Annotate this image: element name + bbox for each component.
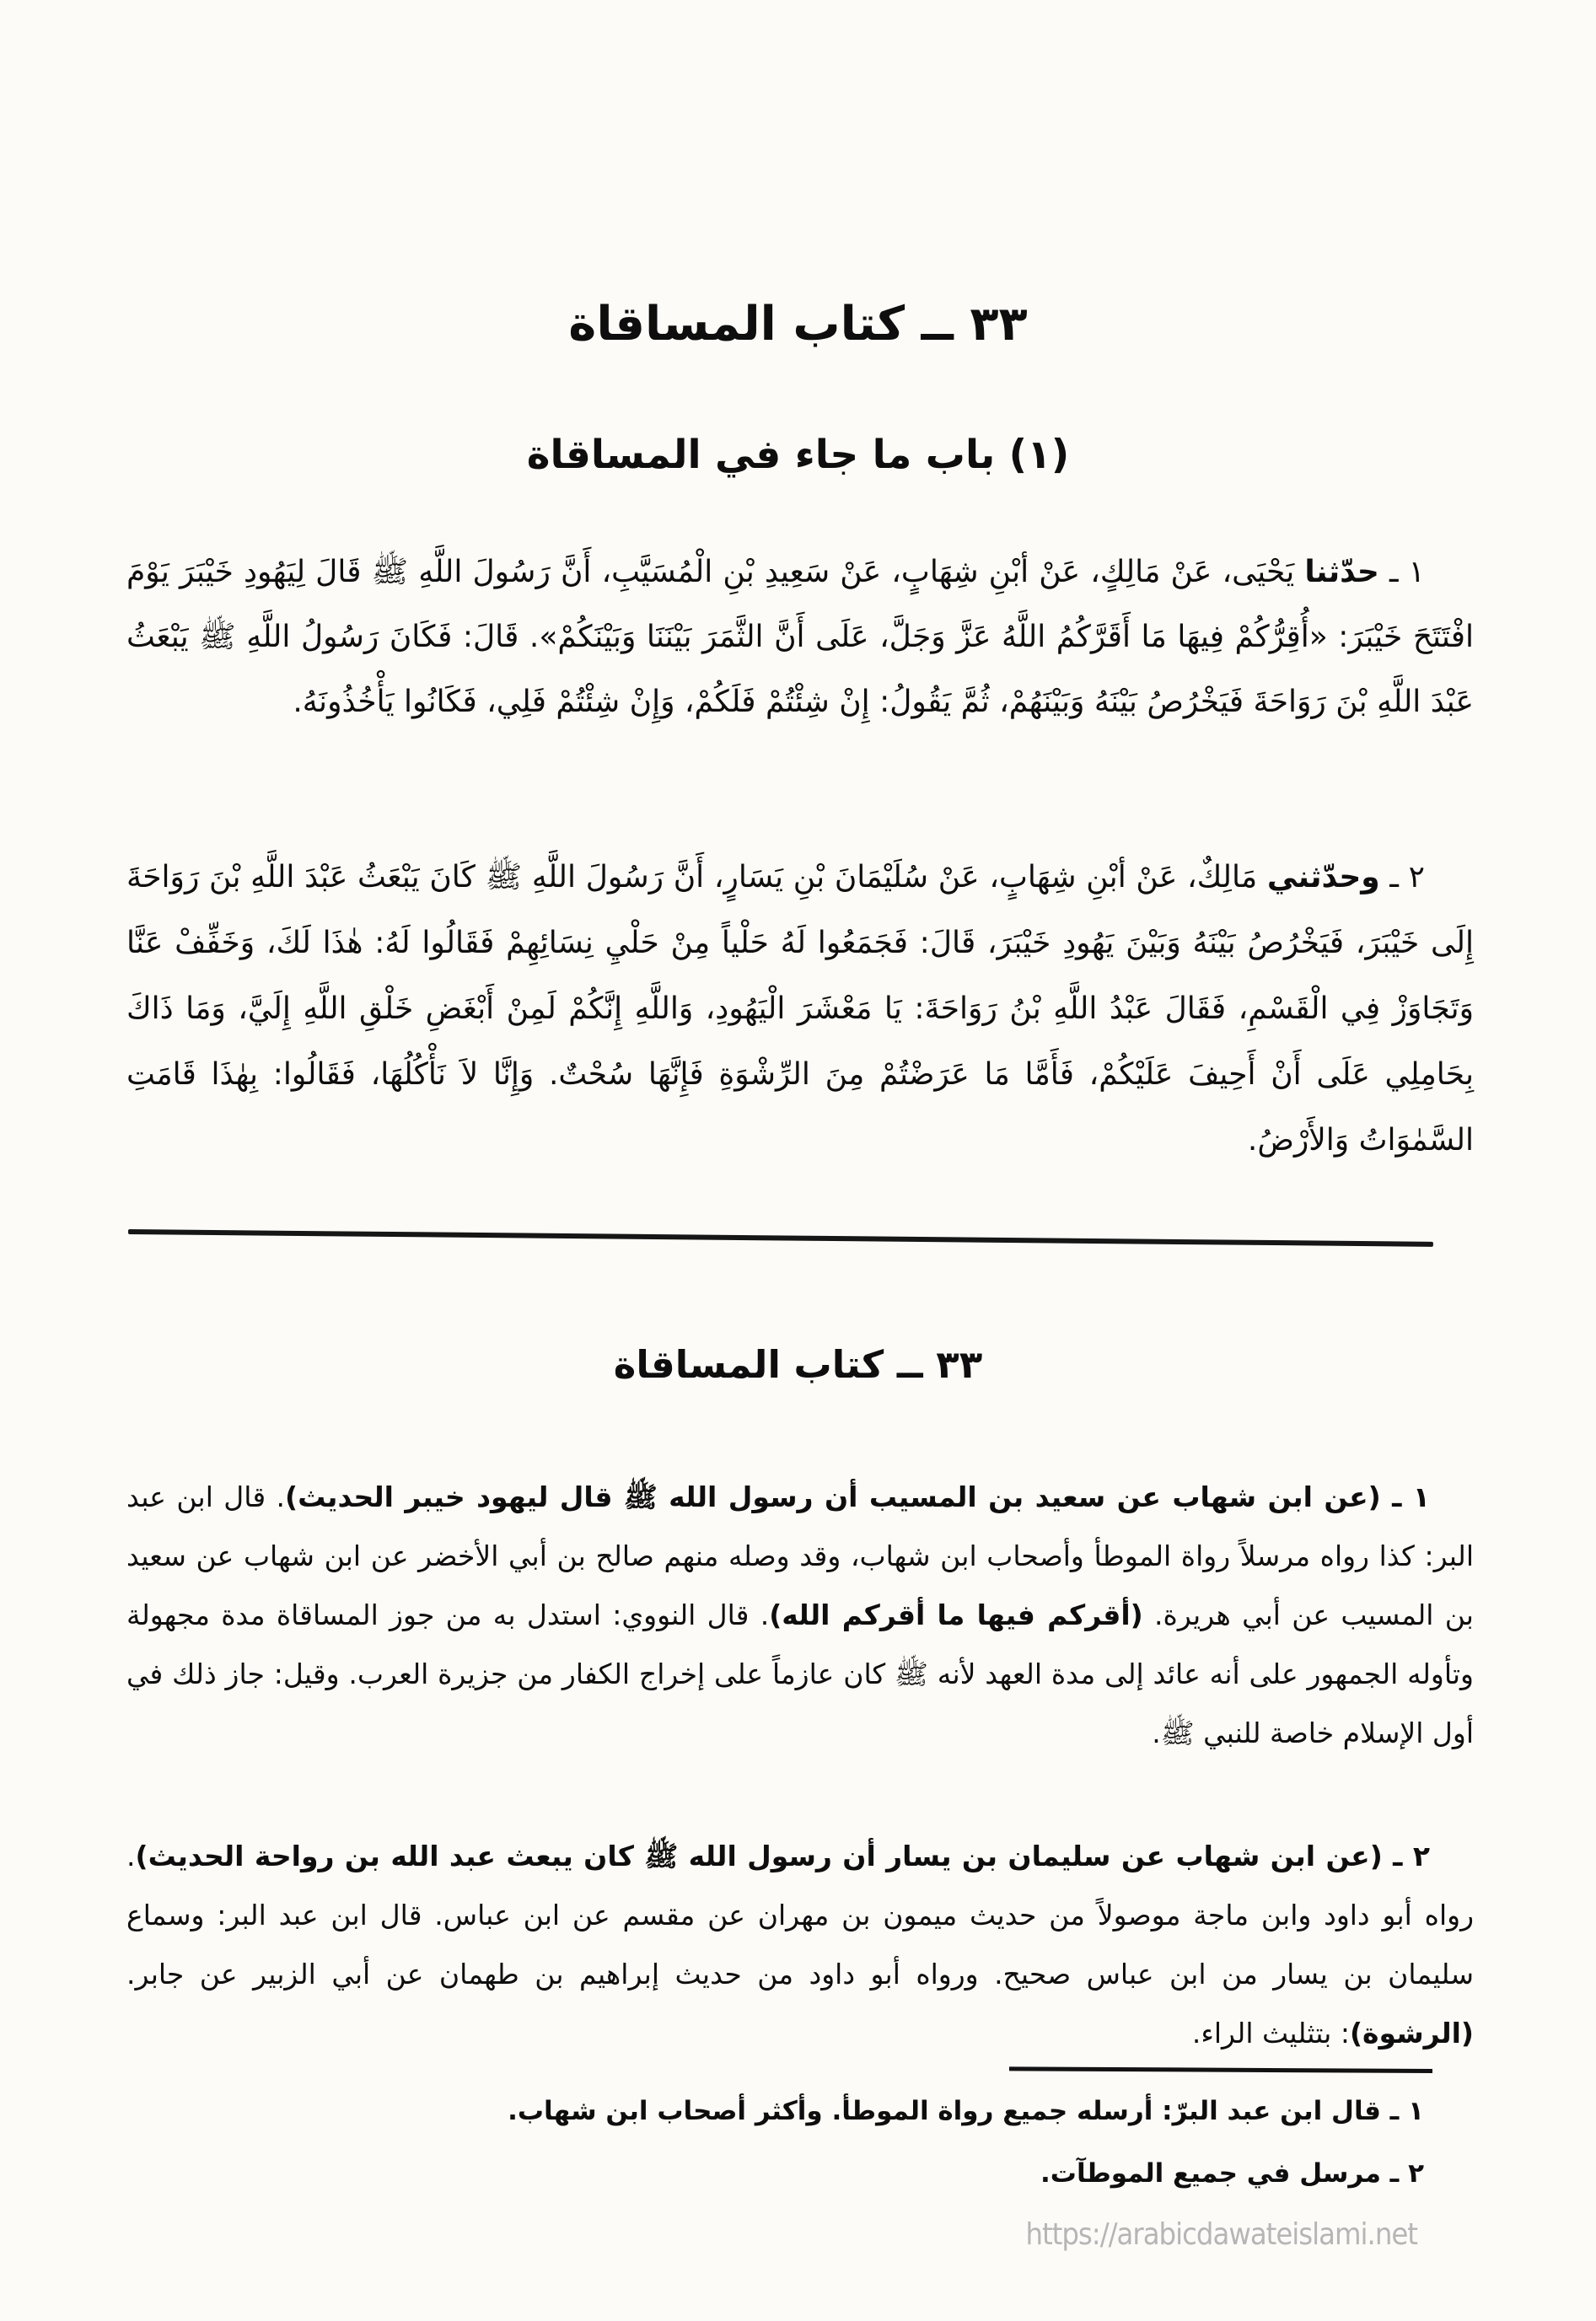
book-title: ٣٣ ــ كتاب المساقاة	[568, 297, 1028, 352]
commentary-1-hadith-ref: ١ ـ (عن ابن شهاب عن سعيد بن المسيب أن رسول الله ﷺ قال ليهود خيبر الحديث)	[285, 1480, 1430, 1513]
commentary-2-text-a: . رواه أبو داود وابن ماجة موصولاً من حديث ميمون بن مهران عن مقسم عن ابن عباس. قال ابن عبد البر: وسماع سليمان بن يسار من ابن عباس صحيح. ورواه أبو داود من حديث إبراهيم بن طهمان عن أبي الزبير عن جابر.	[126, 1840, 1474, 1991]
footnote-divider-line	[1009, 2066, 1432, 2073]
hadith-1	[126, 540, 1474, 734]
footnote-1: ١ ـ قال ابن عبد البرّ: أرسله جميع رواة الموطأ. وأكثر أصحاب ابن شهاب.	[508, 2096, 1424, 2126]
hadith-1-text: يَحْيَى، عَنْ مَالِكٍ، عَنْ أبْنِ شِهَابٍ، عَنْ سَعِيدِ بْنِ الْمُسَيَّبِ، أَنَّ رَسُولَ اللَّهِ ﷺ قَالَ لِيَهُودِ خَيْبَرَ يَوْمَ افْتَتَحَ خَيْبَرَ: «أُقِرُّكُمْ فِيهَا مَا أَقَرَّكُمُ اللَّهُ عَزَّ وَجَلَّ، عَلَى أَنَّ الثَّمَرَ بَيْنَنَا وَبَيْنَكُمْ». قَالَ: فَكَانَ رَسُولُ اللَّهِ ﷺ يَبْعَثُ عَبْدَ اللَّهِ بْنَ رَوَاحَةَ فَيَخْرُصُ بَيْنَهُ وَبَيْنَهُمْ، ثُمَّ يَقُولُ: إِنْ شِئْتُمْ فَلَكُمْ، وَإِنْ شِئْتُمْ فَلِي، فَكَانُوا يَأْخُذُونَهُ.	[126, 555, 1474, 719]
footnote-2: ٢ ـ مرسل في جميع الموطآت.	[1040, 2158, 1424, 2189]
hadith-1-number: ١ ـ	[1378, 555, 1426, 589]
site-watermark: https://arabicdawateislami.net	[1025, 2217, 1417, 2252]
commentary-2-hadith-ref: ٢ ـ (عن ابن شهاب عن سليمان بن يسار أن رسول الله ﷺ كان يبعث عبد الله بن رواحة الحديث)	[135, 1840, 1430, 1872]
commentary-2	[126, 1827, 1474, 2063]
commentary-2-quote: (الرشوة)	[1349, 2017, 1474, 2050]
chapter-title: (١) باب ما جاء في المساقاة	[526, 432, 1070, 478]
commentary-1-quote: (أقركم فيها ما أقركم الله)	[769, 1598, 1143, 1631]
hadith-2-narrator: وحدّثني	[1266, 860, 1380, 895]
commentary-1	[126, 1468, 1474, 1763]
hadith-2-number: ٢ ـ	[1379, 860, 1426, 895]
commentary-1-text-a: . قال ابن عبد البر: كذا رواه مرسلاً رواة الموطأ وأصحاب ابن شهاب، وقد وصله منهم صالح بن أبي الأخضر عن ابن شهاب عن سعيد بن المسيب عن أبي هريرة.	[126, 1480, 1474, 1631]
hadith-2-text: مَالِكٌ، عَنْ أبْنِ شِهَابٍ، عَنْ سُلَيْمَانَ بْنِ يَسَارٍ، أَنَّ رَسُولَ اللَّهِ ﷺ كَانَ يَبْعَثُ عَبْدَ اللَّهِ بْنَ رَوَاحَةَ إِلَى خَيْبَرَ، فَيَخْرُصُ بَيْنَهُ وَبَيْنَ يَهُودِ خَيْبَرَ، قَالَ: فَجَمَعُوا لَهُ حَلْياً مِنْ حَلْيِ نِسَائِهِمْ فَقَالُوا لَهُ: هٰذَا لَكَ، وَخَفِّفْ عَنَّا وَتَجَاوَزْ فِي الْقَسْمِ، فَقَالَ عَبْدُ اللَّهِ بْنُ رَوَاحَةَ: يَا مَعْشَرَ الْيَهُودِ، وَاللَّهِ إِنَّكُمْ لَمِنْ أَبْغَضِ خَلْقِ اللَّهِ إِلَيَّ، وَمَا ذَاكَ بِحَامِلِي عَلَى أَنْ أَحِيفَ عَلَيْكُمْ، فَأَمَّا مَا عَرَضْتُمْ مِنَ الرِّشْوَةِ فَإِنَّهَا سُحْتٌ. وَإِنَّا لاَ نَأْكُلُهَا، فَقَالُوا: بِهٰذَا قَامَتِ السَّمٰوَاتُ وَالأَرْضُ.	[126, 860, 1474, 1158]
commentary-section-title: ٣٣ ــ كتاب المساقاة	[613, 1342, 983, 1387]
section-divider-line	[128, 1229, 1433, 1247]
commentary-1-text-b: . قال النووي: استدل به من جوز المساقاة مدة مجهولة وتأوله الجمهور على أنه عائد إلى مدة العهد لأنه ﷺ كان عازماً على إخراج الكفار من جزيرة العرب. وقيل: جاز ذلك في أول الإسلام خاصة للنبي ﷺ.	[126, 1598, 1474, 1749]
hadith-1-narrator: حدّثنا	[1304, 555, 1379, 589]
commentary-2-text-b: : بتثليث الراء.	[1191, 2017, 1350, 2050]
hadith-2	[126, 845, 1474, 1174]
